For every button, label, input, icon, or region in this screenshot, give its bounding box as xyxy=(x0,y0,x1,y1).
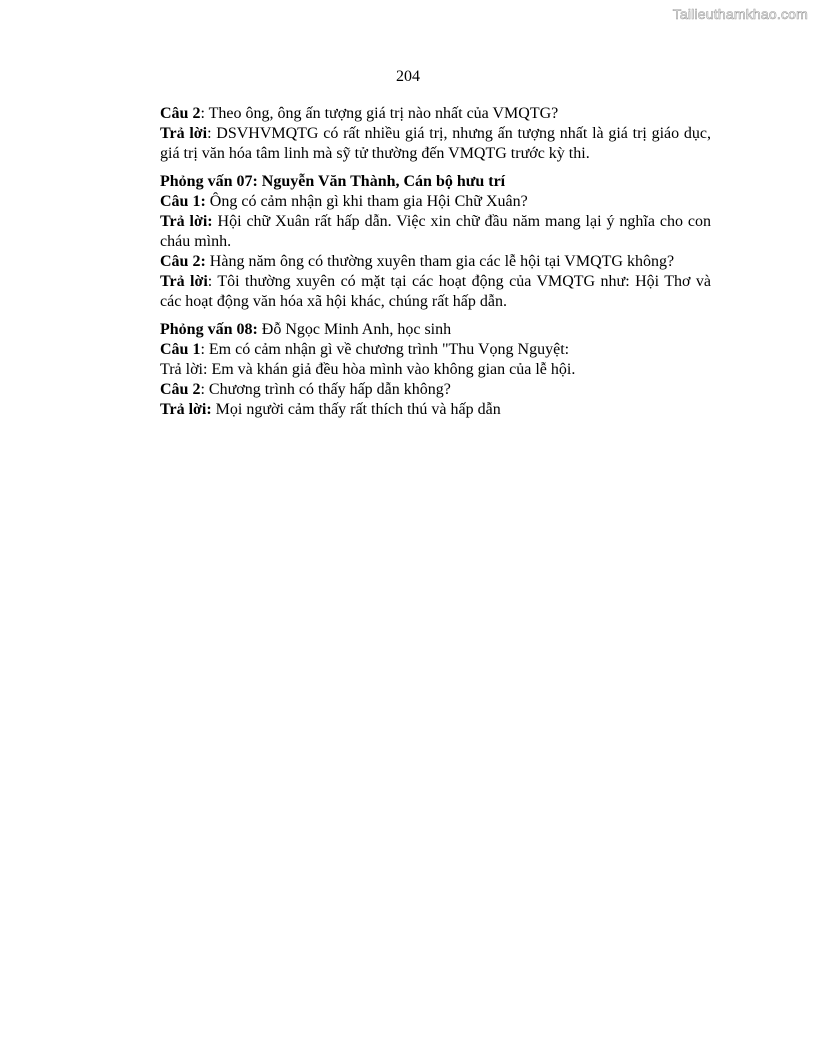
answer-text: Hội chữ Xuân rất hấp dẫn. Việc xin chữ đầu năm mang lại ý nghĩa cho con cháu mình. xyxy=(160,213,711,250)
question-text: Ông có cảm nhận gì khi tham gia Hội Chữ Xuân? xyxy=(205,193,528,210)
question-paragraph xyxy=(160,104,711,124)
question-text: : Em có cảm nhận gì về chương trình "Thu Vọng Nguyệt: xyxy=(200,341,570,358)
answer-paragraph xyxy=(160,124,711,164)
answer-text: : Tôi thường xuyên có mặt tại các hoạt động của VMQTG như: Hội Thơ và các hoạt động văn hóa xã hội khác, chúng rất hấp dẫn. xyxy=(160,273,712,310)
watermark: Tailieuthamkhao.com xyxy=(672,6,808,22)
interview-heading xyxy=(160,172,711,192)
interview-title: Phỏng vấn 07: Nguyễn Văn Thành, Cán bộ hưu trí xyxy=(160,173,506,190)
interview-heading xyxy=(160,320,711,340)
question-paragraph xyxy=(160,192,711,212)
interviewee-name: Đỗ Ngọc Minh Anh, học sinh xyxy=(257,321,452,338)
answer-paragraph xyxy=(160,212,711,252)
question-paragraph xyxy=(160,340,711,360)
question-paragraph xyxy=(160,380,711,400)
answer-paragraph xyxy=(160,272,711,312)
question-label: Câu 1: xyxy=(160,193,206,210)
question-label: Câu 2 xyxy=(160,381,201,398)
answer-label: Trả lời xyxy=(160,125,208,142)
page-number: 204 xyxy=(396,68,420,85)
question-paragraph xyxy=(160,252,711,272)
interview-title: Phỏng vấn 08: xyxy=(160,321,258,338)
question-label: Câu 2 xyxy=(160,105,201,122)
question-label: Câu 1 xyxy=(160,341,201,358)
answer-text: : DSVHVMQTG có rất nhiều giá trị, nhưng ấn tượng nhất là giá trị giáo dục, giá trị văn hóa tâm linh mà sỹ tử thường đến VMQTG trước kỳ thi. xyxy=(160,125,711,162)
document-body xyxy=(160,104,711,420)
answer-paragraph: Trả lời: Em và khán giả đều hòa mình vào không gian của lễ hội. xyxy=(160,361,576,378)
answer-label: Trả lời xyxy=(160,273,208,290)
question-text: : Chương trình có thấy hấp dẫn không? xyxy=(200,381,451,398)
question-label: Câu 2: xyxy=(160,253,206,270)
question-text: : Theo ông, ông ấn tượng giá trị nào nhất của VMQTG? xyxy=(200,105,559,122)
answer-text: Mọi người cảm thấy rất thích thú và hấp dẫn xyxy=(211,401,501,418)
answer-label: Trả lời: xyxy=(160,401,212,418)
answer-label: Trả lời: xyxy=(160,213,213,230)
answer-paragraph xyxy=(160,400,711,420)
question-text: Hàng năm ông có thường xuyên tham gia các lễ hội tại VMQTG không? xyxy=(205,253,675,270)
